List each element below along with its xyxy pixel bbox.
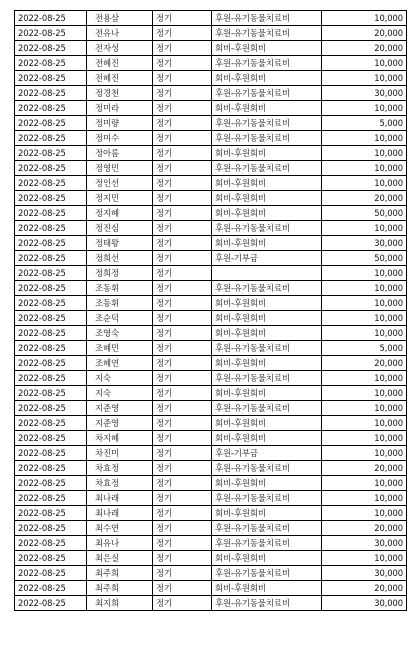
table-row: [15, 341, 407, 356]
category-cell: [212, 266, 322, 281]
date-cell: 2022-08-25: [15, 596, 87, 611]
date-cell: 2022-08-25: [15, 371, 87, 386]
amount-cell: 10,000: [322, 311, 407, 326]
amount-cell: 10,000: [322, 326, 407, 341]
table-row: [15, 371, 407, 386]
amount-cell: 10,000: [322, 506, 407, 521]
date-cell: 2022-08-25: [15, 101, 87, 116]
date-cell: 2022-08-25: [15, 551, 87, 566]
amount-cell: 10,000: [322, 386, 407, 401]
payment-type-cell: 정기: [153, 476, 212, 491]
date-cell: 2022-08-25: [15, 476, 87, 491]
date-cell: 2022-08-25: [15, 416, 87, 431]
date-cell: 2022-08-25: [15, 311, 87, 326]
table-row: [15, 461, 407, 476]
donor-name-cell: 최유나: [87, 536, 153, 551]
donor-name-cell: 조혜민: [87, 341, 153, 356]
payment-type-cell: 정기: [153, 581, 212, 596]
amount-cell: 10,000: [322, 101, 407, 116]
table-row: [15, 266, 407, 281]
payment-type-cell: 정기: [153, 461, 212, 476]
donor-name-cell: 정아름: [87, 146, 153, 161]
donor-name-cell: 전혜진: [87, 71, 153, 86]
donor-name-cell: 정희정: [87, 266, 153, 281]
date-cell: 2022-08-25: [15, 221, 87, 236]
amount-cell: 10,000: [322, 296, 407, 311]
payment-type-cell: 정기: [153, 56, 212, 71]
donor-name-cell: 조동휘: [87, 296, 153, 311]
donor-name-cell: 최나래: [87, 491, 153, 506]
category-cell: 후원-유기동물치료비: [212, 161, 322, 176]
payment-type-cell: 정기: [153, 341, 212, 356]
amount-cell: 30,000: [322, 566, 407, 581]
donor-name-cell: 조동휘: [87, 281, 153, 296]
category-cell: 후원-유기동물치료비: [212, 521, 322, 536]
table-row: [15, 536, 407, 551]
date-cell: 2022-08-25: [15, 491, 87, 506]
table-row: [15, 281, 407, 296]
table-row: [15, 506, 407, 521]
table-row: [15, 416, 407, 431]
date-cell: 2022-08-25: [15, 341, 87, 356]
amount-cell: 10,000: [322, 131, 407, 146]
date-cell: 2022-08-25: [15, 461, 87, 476]
payment-type-cell: 정기: [153, 446, 212, 461]
date-cell: 2022-08-25: [15, 41, 87, 56]
donor-name-cell: 지숙: [87, 386, 153, 401]
date-cell: 2022-08-25: [15, 56, 87, 71]
payment-type-cell: 정기: [153, 566, 212, 581]
donor-name-cell: 지준영: [87, 401, 153, 416]
payment-type-cell: 정기: [153, 326, 212, 341]
category-cell: 회비-후원회비: [212, 326, 322, 341]
donor-name-cell: 조순덕: [87, 311, 153, 326]
table-row: [15, 41, 407, 56]
date-cell: 2022-08-25: [15, 131, 87, 146]
category-cell: 회비-후원회비: [212, 176, 322, 191]
amount-cell: 10,000: [322, 176, 407, 191]
donor-name-cell: 전유나: [87, 26, 153, 41]
date-cell: 2022-08-25: [15, 431, 87, 446]
date-cell: 2022-08-25: [15, 356, 87, 371]
donor-name-cell: 정지민: [87, 191, 153, 206]
payment-type-cell: 정기: [153, 101, 212, 116]
donor-name-cell: 정영민: [87, 161, 153, 176]
amount-cell: 10,000: [322, 71, 407, 86]
donor-name-cell: 최주희: [87, 581, 153, 596]
donor-name-cell: 최나래: [87, 506, 153, 521]
payment-type-cell: 정기: [153, 401, 212, 416]
category-cell: 회비-후원회비: [212, 71, 322, 86]
table-row: [15, 311, 407, 326]
category-cell: 회비-후원회비: [212, 431, 322, 446]
payment-type-cell: 정기: [153, 176, 212, 191]
donor-name-cell: 최수연: [87, 521, 153, 536]
table-row: [15, 326, 407, 341]
category-cell: 회비-후원회비: [212, 476, 322, 491]
amount-cell: 30,000: [322, 596, 407, 611]
table-row: [15, 236, 407, 251]
category-cell: 회비-후원회비: [212, 296, 322, 311]
donor-name-cell: 조혜연: [87, 356, 153, 371]
donor-name-cell: 정미라: [87, 101, 153, 116]
payment-type-cell: 정기: [153, 191, 212, 206]
category-cell: 회비-후원회비: [212, 416, 322, 431]
category-cell: 후원-유기동물치료비: [212, 11, 322, 26]
table-row: [15, 161, 407, 176]
category-cell: 회비-후원회비: [212, 506, 322, 521]
donor-name-cell: 전자성: [87, 41, 153, 56]
table-row: [15, 431, 407, 446]
amount-cell: 20,000: [322, 461, 407, 476]
table-row: [15, 56, 407, 71]
payment-type-cell: 정기: [153, 41, 212, 56]
date-cell: 2022-08-25: [15, 191, 87, 206]
payment-type-cell: 정기: [153, 311, 212, 326]
table-row: [15, 446, 407, 461]
category-cell: 회비-후원회비: [212, 236, 322, 251]
date-cell: 2022-08-25: [15, 581, 87, 596]
amount-cell: 10,000: [322, 371, 407, 386]
category-cell: 회비-후원회비: [212, 146, 322, 161]
donor-name-cell: 정진심: [87, 221, 153, 236]
donor-name-cell: 차지혜: [87, 431, 153, 446]
payment-type-cell: 정기: [153, 416, 212, 431]
category-cell: 후원-유기동물치료비: [212, 116, 322, 131]
table-row: [15, 386, 407, 401]
table-row: [15, 71, 407, 86]
category-cell: 후원-기부금: [212, 446, 322, 461]
table-row: [15, 86, 407, 101]
donor-name-cell: 정지혜: [87, 206, 153, 221]
payment-type-cell: 정기: [153, 221, 212, 236]
donor-name-cell: 차효정: [87, 476, 153, 491]
category-cell: 회비-후원회비: [212, 101, 322, 116]
payment-type-cell: 정기: [153, 116, 212, 131]
date-cell: 2022-08-25: [15, 251, 87, 266]
table-row: [15, 401, 407, 416]
table-row: [15, 596, 407, 611]
date-cell: 2022-08-25: [15, 536, 87, 551]
payment-type-cell: 정기: [153, 131, 212, 146]
amount-cell: 20,000: [322, 191, 407, 206]
date-cell: 2022-08-25: [15, 71, 87, 86]
donor-name-cell: 전혜진: [87, 56, 153, 71]
donor-name-cell: 정인선: [87, 176, 153, 191]
amount-cell: 20,000: [322, 521, 407, 536]
category-cell: 후원-유기동물치료비: [212, 491, 322, 506]
amount-cell: 10,000: [322, 476, 407, 491]
table-row: [15, 581, 407, 596]
payment-type-cell: 정기: [153, 86, 212, 101]
payment-type-cell: 정기: [153, 521, 212, 536]
table-row: [15, 11, 407, 26]
payment-type-cell: 정기: [153, 251, 212, 266]
date-cell: 2022-08-25: [15, 296, 87, 311]
category-cell: 회비-후원회비: [212, 581, 322, 596]
donor-name-cell: 최주희: [87, 566, 153, 581]
category-cell: 회비-후원회비: [212, 311, 322, 326]
amount-cell: 10,000: [322, 431, 407, 446]
category-cell: 후원-유기동물치료비: [212, 56, 322, 71]
payment-type-cell: 정기: [153, 491, 212, 506]
payment-type-cell: 정기: [153, 536, 212, 551]
amount-cell: 10,000: [322, 416, 407, 431]
category-cell: 후원-유기동물치료비: [212, 341, 322, 356]
date-cell: 2022-08-25: [15, 446, 87, 461]
category-cell: 후원-유기동물치료비: [212, 596, 322, 611]
date-cell: 2022-08-25: [15, 161, 87, 176]
payment-type-cell: 정기: [153, 71, 212, 86]
donation-table: [14, 10, 407, 611]
amount-cell: 10,000: [322, 56, 407, 71]
date-cell: 2022-08-25: [15, 176, 87, 191]
category-cell: 회비-후원회비: [212, 41, 322, 56]
payment-type-cell: 정기: [153, 11, 212, 26]
category-cell: 후원-유기동물치료비: [212, 131, 322, 146]
table-row: [15, 566, 407, 581]
amount-cell: 20,000: [322, 41, 407, 56]
payment-type-cell: 정기: [153, 236, 212, 251]
payment-type-cell: 정기: [153, 161, 212, 176]
payment-type-cell: 정기: [153, 356, 212, 371]
amount-cell: 20,000: [322, 581, 407, 596]
date-cell: 2022-08-25: [15, 11, 87, 26]
amount-cell: 50,000: [322, 251, 407, 266]
donor-name-cell: 정경천: [87, 86, 153, 101]
amount-cell: 10,000: [322, 401, 407, 416]
donor-name-cell: 지숙: [87, 371, 153, 386]
table-row: [15, 131, 407, 146]
date-cell: 2022-08-25: [15, 281, 87, 296]
category-cell: 후원-유기동물치료비: [212, 281, 322, 296]
amount-cell: 30,000: [322, 236, 407, 251]
category-cell: 후원-유기동물치료비: [212, 371, 322, 386]
table-row: [15, 26, 407, 41]
amount-cell: 50,000: [322, 206, 407, 221]
amount-cell: 30,000: [322, 536, 407, 551]
amount-cell: 30,000: [322, 86, 407, 101]
payment-type-cell: 정기: [153, 26, 212, 41]
donor-name-cell: 최지희: [87, 596, 153, 611]
category-cell: 후원-유기동물치료비: [212, 221, 322, 236]
table-row: [15, 191, 407, 206]
category-cell: 후원-유기동물치료비: [212, 86, 322, 101]
date-cell: 2022-08-25: [15, 521, 87, 536]
table-row: [15, 146, 407, 161]
table-row: [15, 296, 407, 311]
table-row: [15, 221, 407, 236]
amount-cell: 10,000: [322, 266, 407, 281]
amount-cell: 5,000: [322, 341, 407, 356]
amount-cell: 10,000: [322, 491, 407, 506]
payment-type-cell: 정기: [153, 386, 212, 401]
date-cell: 2022-08-25: [15, 401, 87, 416]
date-cell: 2022-08-25: [15, 86, 87, 101]
payment-type-cell: 정기: [153, 371, 212, 386]
table-row: [15, 521, 407, 536]
donor-name-cell: 최은실: [87, 551, 153, 566]
category-cell: 회비-후원회비: [212, 191, 322, 206]
donor-name-cell: 정태왕: [87, 236, 153, 251]
date-cell: 2022-08-25: [15, 266, 87, 281]
payment-type-cell: 정기: [153, 281, 212, 296]
category-cell: 회비-후원회비: [212, 386, 322, 401]
amount-cell: 20,000: [322, 26, 407, 41]
donor-name-cell: 정미량: [87, 116, 153, 131]
table-row: [15, 206, 407, 221]
donor-name-cell: 조영숙: [87, 326, 153, 341]
payment-type-cell: 정기: [153, 146, 212, 161]
category-cell: 후원-유기동물치료비: [212, 461, 322, 476]
date-cell: 2022-08-25: [15, 386, 87, 401]
payment-type-cell: 정기: [153, 431, 212, 446]
table-row: [15, 116, 407, 131]
category-cell: 후원-유기동물치료비: [212, 26, 322, 41]
date-cell: 2022-08-25: [15, 506, 87, 521]
table-row: [15, 551, 407, 566]
date-cell: 2022-08-25: [15, 236, 87, 251]
amount-cell: 20,000: [322, 356, 407, 371]
donor-name-cell: 정희선: [87, 251, 153, 266]
amount-cell: 10,000: [322, 221, 407, 236]
amount-cell: 10,000: [322, 551, 407, 566]
payment-type-cell: 정기: [153, 296, 212, 311]
category-cell: 회비-후원회비: [212, 356, 322, 371]
amount-cell: 10,000: [322, 446, 407, 461]
amount-cell: 5,000: [322, 116, 407, 131]
payment-type-cell: 정기: [153, 551, 212, 566]
donor-name-cell: 전용삼: [87, 11, 153, 26]
donor-name-cell: 차효정: [87, 461, 153, 476]
payment-type-cell: 정기: [153, 266, 212, 281]
amount-cell: 10,000: [322, 146, 407, 161]
category-cell: 회비-후원회비: [212, 206, 322, 221]
table-row: [15, 101, 407, 116]
date-cell: 2022-08-25: [15, 326, 87, 341]
donation-table-body: [15, 11, 407, 611]
payment-type-cell: 정기: [153, 596, 212, 611]
donor-name-cell: 차진미: [87, 446, 153, 461]
donor-name-cell: 지준영: [87, 416, 153, 431]
table-row: [15, 476, 407, 491]
date-cell: 2022-08-25: [15, 146, 87, 161]
date-cell: 2022-08-25: [15, 116, 87, 131]
table-row: [15, 356, 407, 371]
category-cell: 후원-유기동물치료비: [212, 401, 322, 416]
payment-type-cell: 정기: [153, 506, 212, 521]
amount-cell: 10,000: [322, 161, 407, 176]
date-cell: 2022-08-25: [15, 26, 87, 41]
table-row: [15, 176, 407, 191]
category-cell: 후원-유기동물치료비: [212, 566, 322, 581]
amount-cell: 10,000: [322, 281, 407, 296]
table-row: [15, 251, 407, 266]
payment-type-cell: 정기: [153, 206, 212, 221]
category-cell: 후원-기부금: [212, 251, 322, 266]
category-cell: 후원-유기동물치료비: [212, 536, 322, 551]
date-cell: 2022-08-25: [15, 566, 87, 581]
table-row: [15, 491, 407, 506]
donor-name-cell: 정미수: [87, 131, 153, 146]
category-cell: 회비-후원회비: [212, 551, 322, 566]
date-cell: 2022-08-25: [15, 206, 87, 221]
amount-cell: 10,000: [322, 11, 407, 26]
